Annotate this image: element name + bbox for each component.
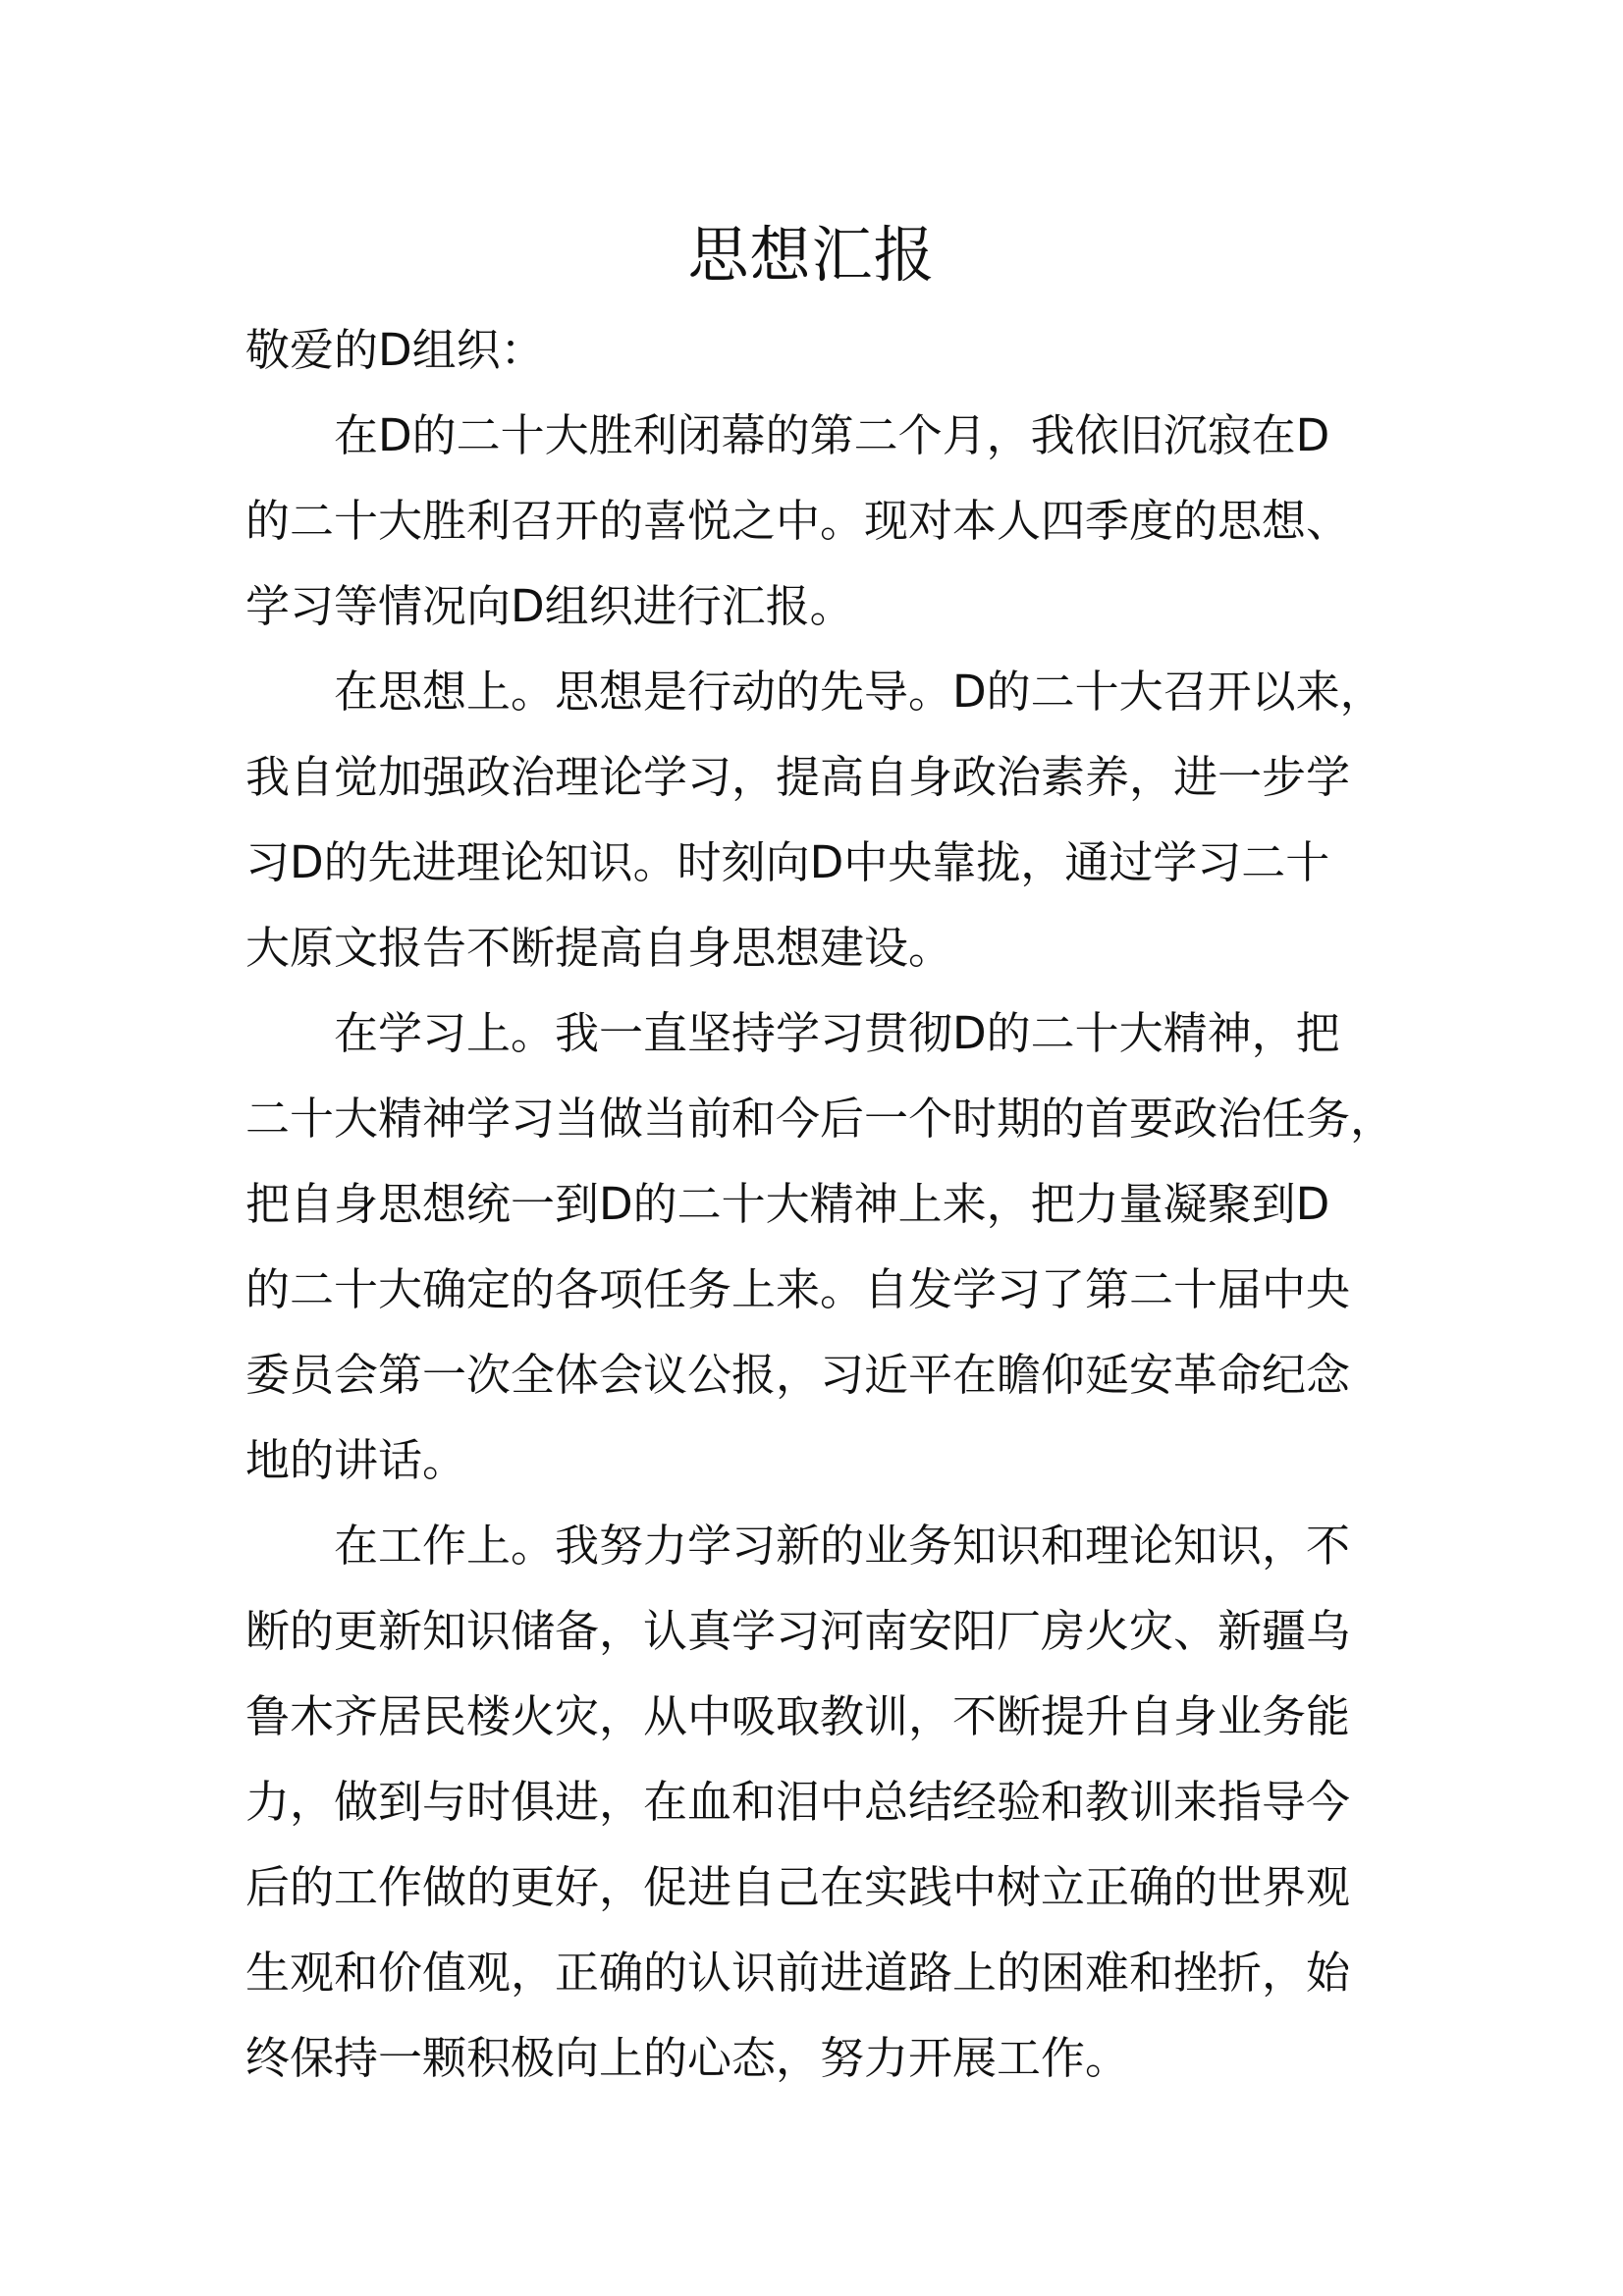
paragraph-line: 生观和价值观，正确的认识前进道路上的困难和挫折，始 — [245, 1947, 1351, 1999]
paragraph-line: 后的工作做的更好，促进自己在实践中树立正确的世界观 — [245, 1861, 1351, 1913]
paragraph-line: 我自觉加强政治理论学习，提高自身政治素养，进一步学 — [245, 751, 1351, 803]
paragraph-line: 在工作上。我努力学习新的业务知识和理论知识，不 — [334, 1520, 1351, 1572]
paragraph-line: 大原文报告不断提高自身思想建设。 — [245, 922, 953, 974]
paragraph-intro — [245, 393, 1414, 649]
paragraph-line: 力，做到与时俱进，在血和泪中总结经验和教训来指导今 — [245, 1776, 1351, 1828]
paragraph-thought — [245, 649, 1414, 990]
paragraph-line: 在D的二十大胜利闭幕的第二个月，我依旧沉寂在D — [334, 409, 1330, 461]
document-title: 思想汇报 — [687, 219, 936, 291]
paragraph-line: 学习等情况向D组织进行汇报。 — [245, 580, 854, 632]
paragraph-line: 把自身思想统一到D的二十大精神上来，把力量凝聚到D — [245, 1178, 1330, 1230]
document-body — [245, 307, 1414, 2101]
paragraph-work — [245, 1503, 1414, 2101]
paragraph-line: 在思想上。思想是行动的先导。D的二十大召开以来， — [334, 666, 1384, 718]
paragraph-line: 终保持一颗积极向上的心态，努力开展工作。 — [245, 2032, 1130, 2084]
salutation: 敬爱的D组织： — [245, 324, 545, 376]
paragraph-line: 的二十大确定的各项任务上来。自发学习了第二十届中央 — [245, 1263, 1351, 1315]
paragraph-line: 习D的先进理论知识。时刻向D中央靠拢，通过学习二十 — [245, 836, 1330, 888]
paragraph-line: 的二十大胜利召开的喜悦之中。现对本人四季度的思想、 — [245, 495, 1351, 547]
paragraph-line: 断的更新知识储备，认真学习河南安阳厂房火灾、新疆乌 — [245, 1605, 1351, 1657]
paragraph-line: 鲁木齐居民楼火灾，从中吸取教训，不断提升自身业务能 — [245, 1690, 1351, 1742]
paragraph-line: 在学习上。我一直坚持学习贯彻D的二十大精神，把 — [334, 1007, 1340, 1059]
paragraph-line: 委员会第一次全体会议公报，习近平在瞻仰延安革命纪念 — [245, 1349, 1351, 1401]
paragraph-line: 二十大精神学习当做当前和今后一个时期的首要政治任务， — [245, 1093, 1395, 1145]
paragraph-study — [245, 990, 1414, 1503]
paragraph-line: 地的讲话。 — [245, 1434, 467, 1486]
